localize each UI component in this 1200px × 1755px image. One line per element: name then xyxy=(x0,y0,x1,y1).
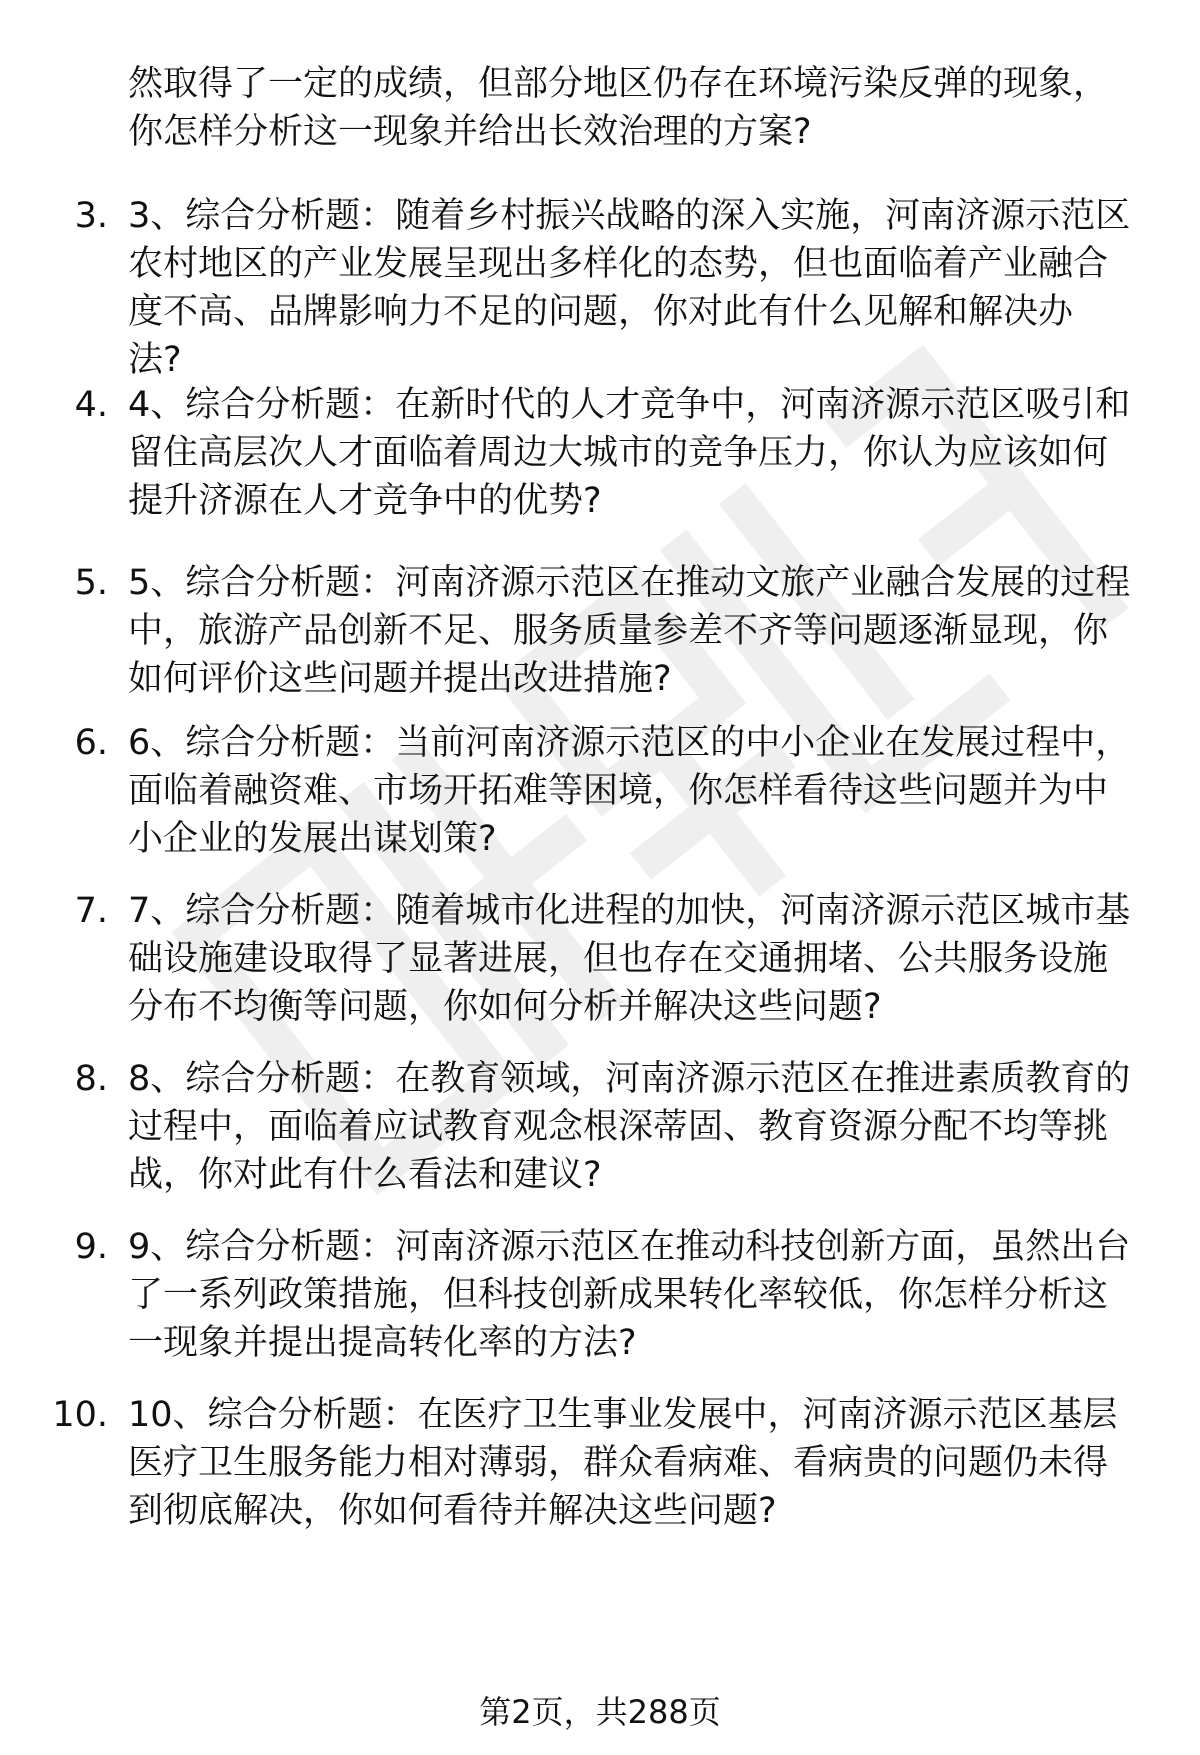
question-number: 7. xyxy=(74,891,108,931)
page-footer: 第2页，共288页 xyxy=(479,1693,721,1731)
question-number: 10. xyxy=(52,1395,108,1435)
question-number: 4. xyxy=(74,385,108,425)
question-text: 4、综合分析题：在新时代的人才竞争中，河南济源示范区吸引和 留住高层次人才面临着周边大城市的竞争压力，你认为应该如何 提升济源在人才竞争中的优势? xyxy=(128,385,1131,521)
question-number: 6. xyxy=(74,723,108,763)
question-text: 10、综合分析题：在医疗卫生事业发展中，河南济源示范区基层 医疗卫生服务能力相对薄弱，群众看病难、看病贵的问题仍未得 到彻底解决，你如何看待并解决这些问题? xyxy=(128,1395,1118,1531)
question-text: 7、综合分析题：随着城市化进程的加快，河南济源示范区城市基 础设施建设取得了显著进展，但也存在交通拥堵、公共服务设施 分布不均衡等问题，你如何分析并解决这些问题? xyxy=(128,891,1131,1027)
question-item-10 xyxy=(0,1391,1200,1559)
question-item-6 xyxy=(0,719,1200,887)
question-text: 6、综合分析题：当前河南济源示范区的中小企业在发展过程中， 面临着融资难、市场开拓难等困境，你怎样看待这些问题并为中 小企业的发展出谋划策? xyxy=(128,723,1131,859)
question-list xyxy=(0,192,1200,1559)
question-text: 5、综合分析题：河南济源示范区在推动文旅产业融合发展的过程 中，旅游产品创新不足、服务质量参差不齐等问题逐渐显现，你 如何评价这些问题并提出改进措施? xyxy=(128,563,1131,699)
question-number: 5. xyxy=(74,563,108,603)
question-number: 3. xyxy=(74,196,108,236)
question-text: 8、综合分析题：在教育领域，河南济源示范区在推进素质教育的 过程中，面临着应试教育观念根深蒂固、教育资源分配不均等挑 战，你对此有什么看法和建议? xyxy=(128,1059,1131,1195)
question-text: 3、综合分析题：随着乡村振兴战略的深入实施，河南济源示范区 农村地区的产业发展呈现出多样化的态势，但也面临着产业融合 度不高、品牌影响力不足的问题，你对此有什么见解和解决办 法? xyxy=(128,196,1131,380)
question-item-9 xyxy=(0,1223,1200,1391)
question-item-4 xyxy=(0,381,1200,559)
continuation-text: 然取得了一定的成绩，但部分地区仍存在环境污染反弹的现象， 你怎样分析这一现象并给出长效治理的方案? xyxy=(128,64,1109,152)
question-item-5 xyxy=(0,559,1200,719)
question-number: 9. xyxy=(74,1227,108,1267)
question-number: 8. xyxy=(74,1059,108,1099)
question-item-7 xyxy=(0,887,1200,1055)
question-item-3 xyxy=(0,192,1200,381)
question-item-8 xyxy=(0,1055,1200,1223)
question-text: 9、综合分析题：河南济源示范区在推动科技创新方面，虽然出台 了一系列政策措施，但科技创新成果转化率较低，你怎样分析这 一现象并提出提高转化率的方法? xyxy=(128,1227,1131,1363)
